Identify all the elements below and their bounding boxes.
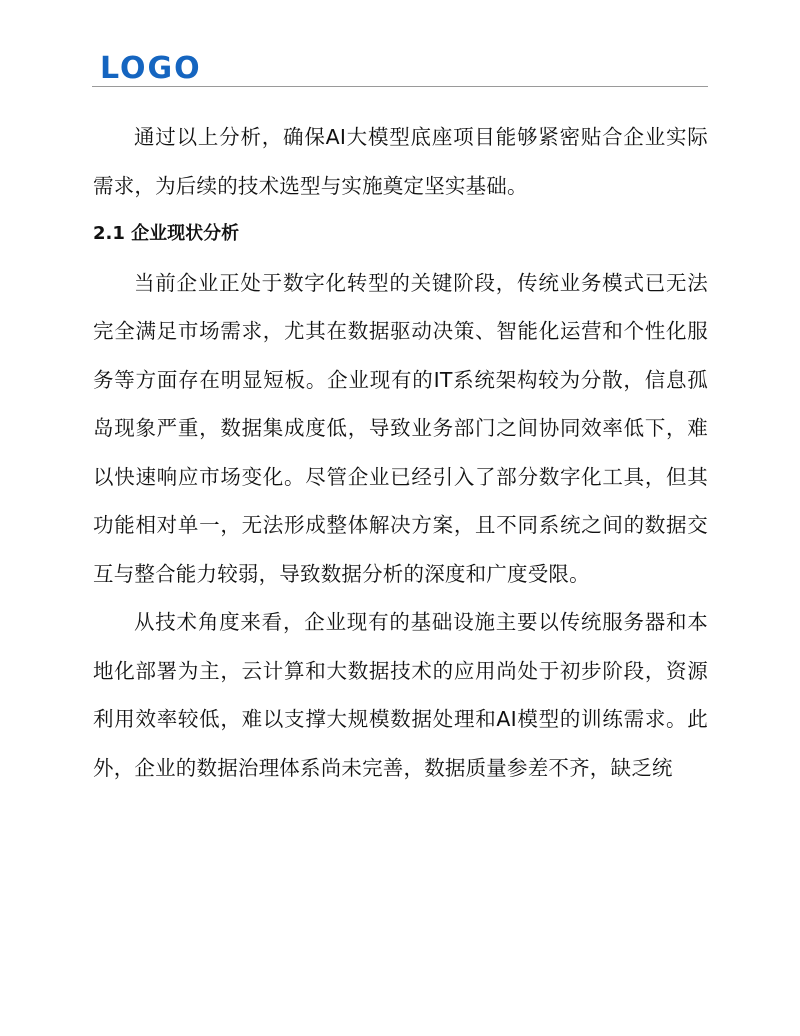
- intro-paragraph: 通过以上分析，确保AI大模型底座项目能够紧密贴合企业实际需求，为后续的技术选型与实施奠定坚实基础。: [93, 125, 708, 198]
- section-heading: 2.1 企业现状分析: [93, 223, 240, 244]
- logo: LOGO: [100, 51, 202, 86]
- paragraph-technical-view: 从技术角度来看，企业现有的基础设施主要以传统服务器和本地化部署为主，云计算和大数据技术的应用尚处于初步阶段，资源利用效率较低，难以支撑大规模数据处理和AI模型的训练需求。此外，企业的数据治理体系尚未完善，数据质量参差不齐，缺乏统: [93, 610, 708, 780]
- header-divider: [92, 86, 708, 87]
- document-body: [93, 113, 708, 792]
- paragraph-current-status: 当前企业正处于数字化转型的关键阶段，传统业务模式已无法完全满足市场需求，尤其在数据驱动决策、智能化运营和个性化服务等方面存在明显短板。企业现有的IT系统架构较为分散，信息孤岛现象严重，数据集成度低，导致业务部门之间协同效率低下，难以快速响应市场变化。尽管企业已经引入了部分数字化工具，但其功能相对单一，无法形成整体解决方案，且不同系统之间的数据交互与整合能力较弱，导致数据分析的深度和广度受限。: [93, 270, 708, 586]
